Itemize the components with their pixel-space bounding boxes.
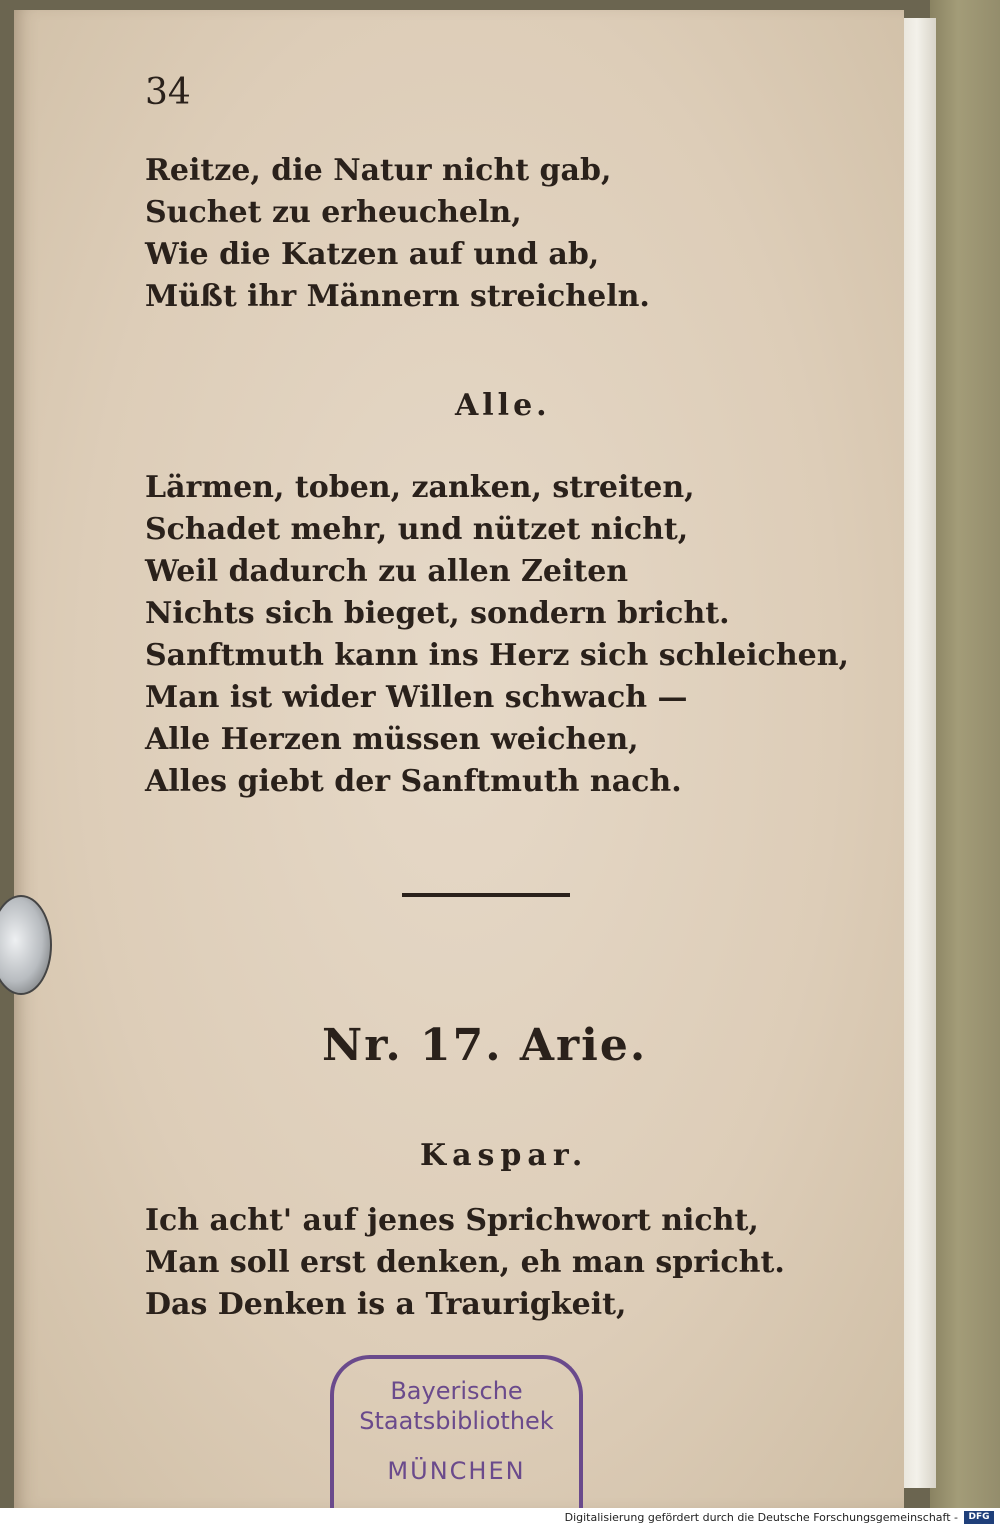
- number-title: Nr. 17. Arie.: [322, 1020, 648, 1071]
- verse-line: Man ist wider Willen schwach —: [145, 680, 688, 715]
- verse-line: Alle Herzen müssen weichen,: [145, 722, 639, 757]
- page-number: 34: [145, 72, 191, 113]
- verse-line: Schadet mehr, und nützet nicht,: [145, 512, 689, 547]
- cover-board: [930, 0, 1000, 1508]
- stanza-1: [145, 150, 650, 318]
- stamp-line-1: Bayerische: [390, 1377, 523, 1405]
- verse-line: Alles giebt der Sanftmuth nach.: [145, 764, 682, 799]
- section-divider: [402, 893, 570, 897]
- verse-line: Lärmen, toben, zanken, streiten,: [145, 470, 695, 505]
- heading-alle: Alle.: [455, 388, 551, 423]
- dfg-logo-icon: DFG: [964, 1511, 994, 1524]
- verse-line: Suchet zu erheucheln,: [145, 195, 522, 230]
- footer-credit: Digitalisierung gefördert durch die Deutsche Forschungsgemeinschaft -: [564, 1511, 958, 1524]
- footer-bar: [0, 1508, 1000, 1527]
- verse-line: Man soll erst denken, eh man spricht.: [145, 1245, 785, 1280]
- stamp-line-2: Staatsbibliothek: [359, 1407, 554, 1435]
- verse-line: Das Denken is a Traurigkeit,: [145, 1287, 627, 1322]
- verse-line: Sanftmuth kann ins Herz sich schleichen,: [145, 638, 849, 673]
- verse-line: Reitze, die Natur nicht gab,: [145, 153, 612, 188]
- verse-line: Weil dadurch zu allen Zeiten: [145, 554, 629, 589]
- verse-line: Nichts sich bieget, sondern bricht.: [145, 596, 730, 631]
- library-stamp: [330, 1355, 583, 1508]
- verse-line: Wie die Katzen auf und ab,: [145, 237, 600, 272]
- stanza-2: [145, 467, 849, 803]
- stanza-3: [145, 1200, 785, 1326]
- stamp-line-3: MÜNCHEN: [387, 1457, 526, 1485]
- verse-line: Müßt ihr Männern streicheln.: [145, 279, 650, 314]
- heading-kaspar: Kaspar.: [420, 1138, 589, 1173]
- verse-line: Ich acht' auf jenes Sprichwort nicht,: [145, 1203, 759, 1238]
